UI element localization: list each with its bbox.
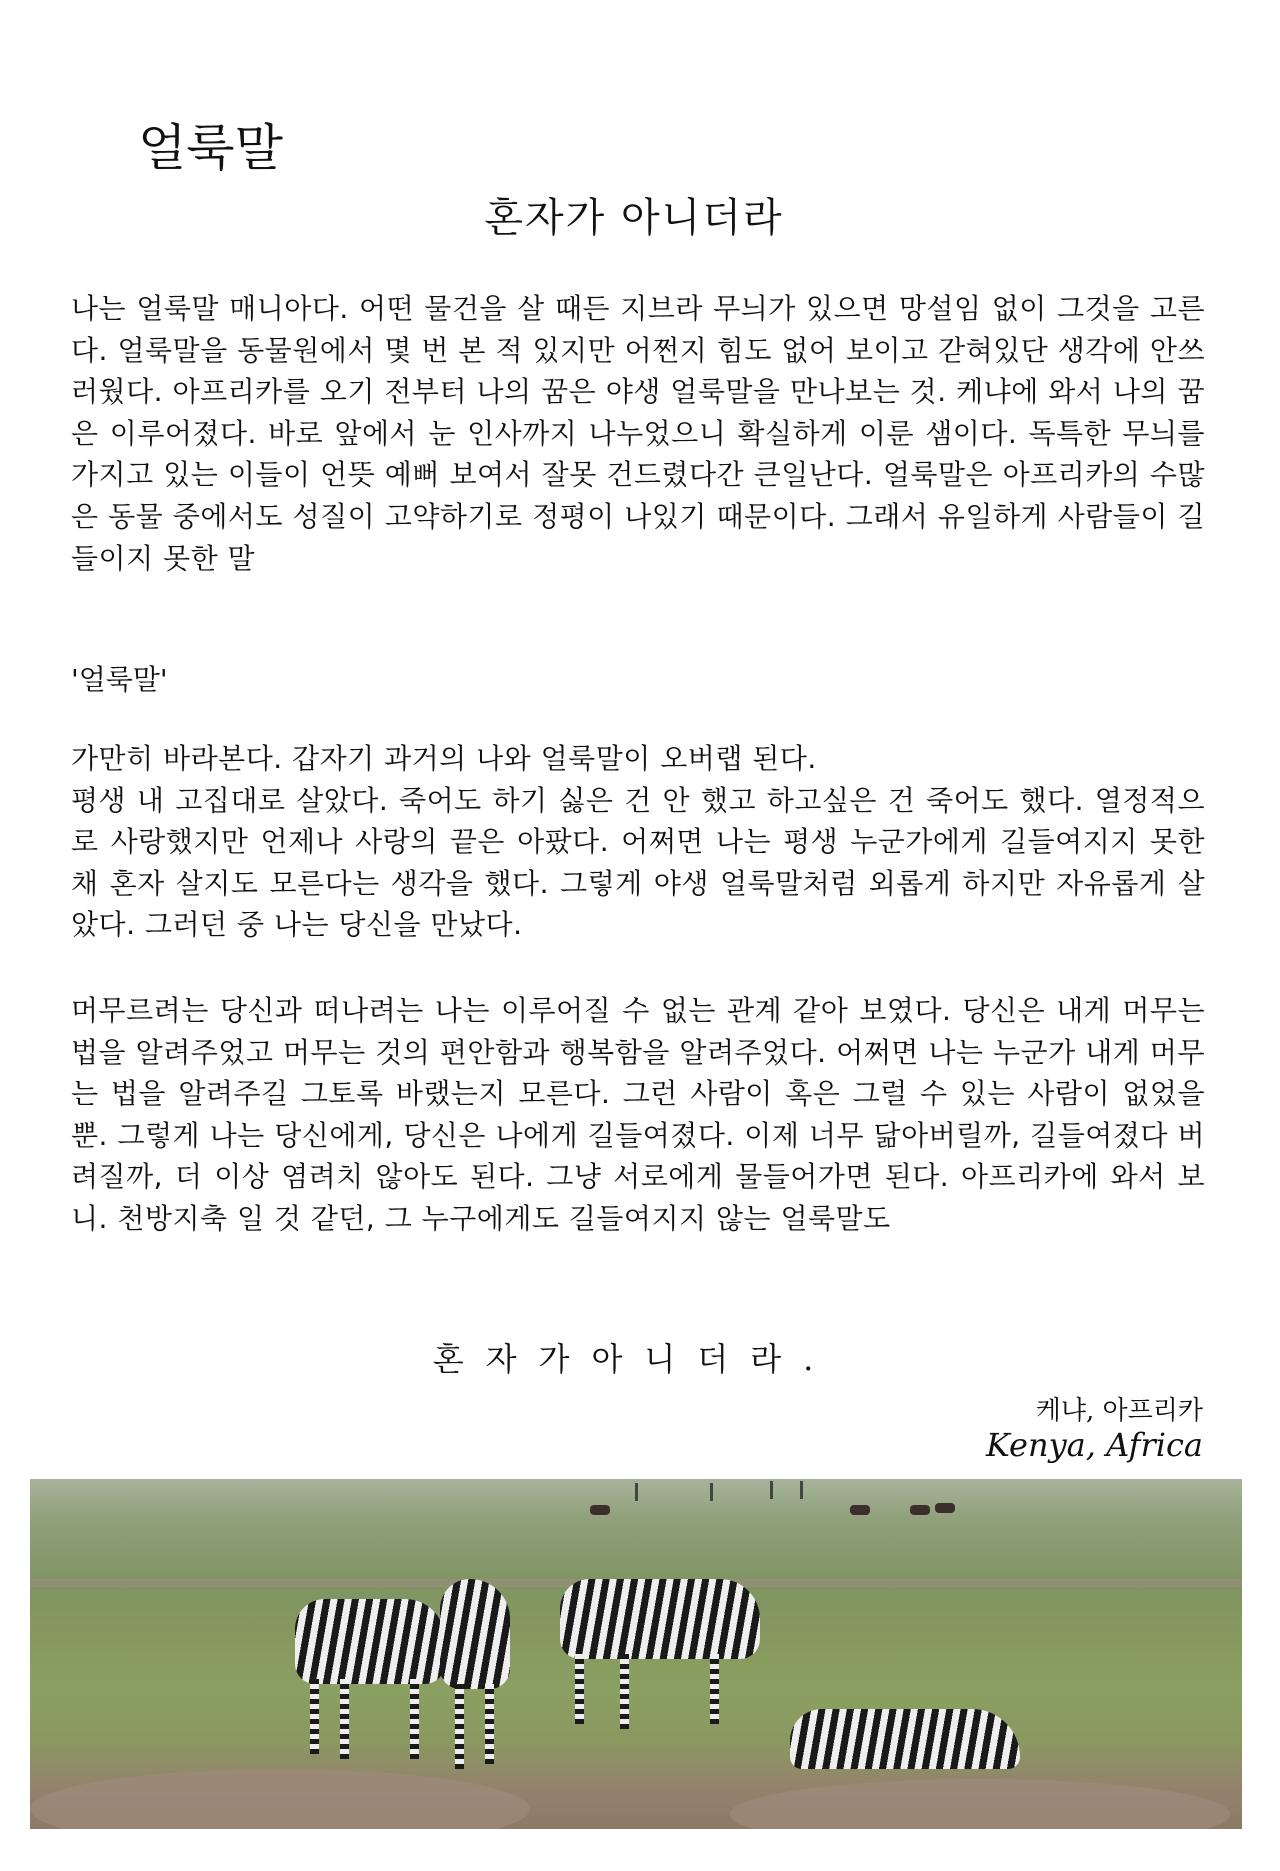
zebra-lying (790, 1709, 1020, 1769)
zebra (295, 1599, 445, 1684)
location-english: Kenya, Africa (985, 1426, 1203, 1464)
zebra-leg (455, 1684, 464, 1769)
closing-line: 혼자가아니더라. (432, 1340, 836, 1378)
paragraph-2 (71, 738, 1205, 946)
dirt-patch (730, 1779, 1230, 1829)
tree (710, 1483, 713, 1501)
location-korean: 케냐, 아프리카 (1035, 1396, 1203, 1426)
wildebeest (910, 1505, 930, 1515)
tree (635, 1483, 638, 1501)
zebra (560, 1579, 760, 1659)
zebra-leg (485, 1684, 494, 1764)
zebra-leg (575, 1654, 584, 1724)
zebra-leg (340, 1679, 349, 1759)
page-subtitle: 혼자가 아니더라 (484, 195, 784, 241)
zebra-leg (310, 1679, 319, 1754)
paragraph-1: 나는 얼룩말 매니아다. 어떤 물건을 살 때든 지브라 무늬가 있으면 망설임 없이 그것을 고른다. 얼룩말을 동물원에서 몇 번 본 적 있지만 어쩐지 힘도 없어 보이고 갇혀있단 생각에 안쓰러웠다. 아프리카를 오기 전부터 나의 꿈은 야생 얼룩말을 만나보는 것. 케냐에 와서 나의 꿈은 이루어졌다. 바로 앞에서 눈 인사까지 나누었으니 확실하게 이룬 샘이다. 독특한 무늬를 가지고 있는 이들이 언뜻 예뻐 보여서 잘못 건드렸다간 큰일난다. 얼룩말은 아프리카의 수많은 동물 중에서도 성질이 고약하기로 정평이 나있기 때문이다. 그래서 유일하게 사람들이 길들이지 못한 말 (71, 292, 1205, 575)
paragraph-2-line-1: 가만히 바라본다. 갑자기 과거의 나와 얼룩말이 오버랩 된다. (71, 742, 817, 775)
tree (770, 1481, 773, 1499)
dirt-patch (30, 1769, 530, 1829)
wildebeest (850, 1505, 870, 1515)
tree (800, 1481, 803, 1499)
zebra (440, 1579, 510, 1689)
zebra-leg (620, 1654, 629, 1729)
wildebeest (935, 1503, 955, 1513)
zebra-photo (30, 1479, 1242, 1829)
paragraph-2-line-2: 평생 내 고집대로 살았다. 죽어도 하기 싫은 건 안 했고 하고싶은 건 죽어도 했다. 열정적으로 사랑했지만 언제나 사랑의 끝은 아팠다. 어쩌면 나는 평생 누군가에게 길들여지지 못한 채 혼자 살지도 모른다는 생각을 했다. 그렇게 야생 얼룩말처럼 외롭게 하지만 자유롭게 살았다. 그러던 중 나는 당신을 만났다. (71, 783, 1205, 942)
zebra-leg (410, 1679, 419, 1759)
page-title: 얼룩말 (138, 119, 283, 177)
wildebeest (590, 1505, 610, 1515)
paragraph-3: 머무르려는 당신과 떠나려는 나는 이루어질 수 없는 관계 같아 보였다. 당신은 내게 머무는 법을 알려주었고 머무는 것의 편안함과 행복함을 알려주었다. 어쩌면 나는 누군가 내게 머무는 법을 알려주길 그토록 바랬는지 모른다. 그런 사람이 혹은 그럴 수 있는 사람이 없었을 뿐. 그렇게 나는 당신에게, 당신은 나에게 길들여졌다. 이제 너무 닮아버릴까, 길들여졌다 버려질까, 더 이상 염려치 않아도 된다. 그냥 서로에게 물들어가면 된다. 아프리카에 와서 보니. 천방지축 일 것 같던, 그 누구에게도 길들여지지 않는 얼룩말도 (71, 994, 1205, 1235)
zebra-leg (710, 1654, 719, 1724)
quote-line: '얼룩말' (71, 663, 168, 696)
